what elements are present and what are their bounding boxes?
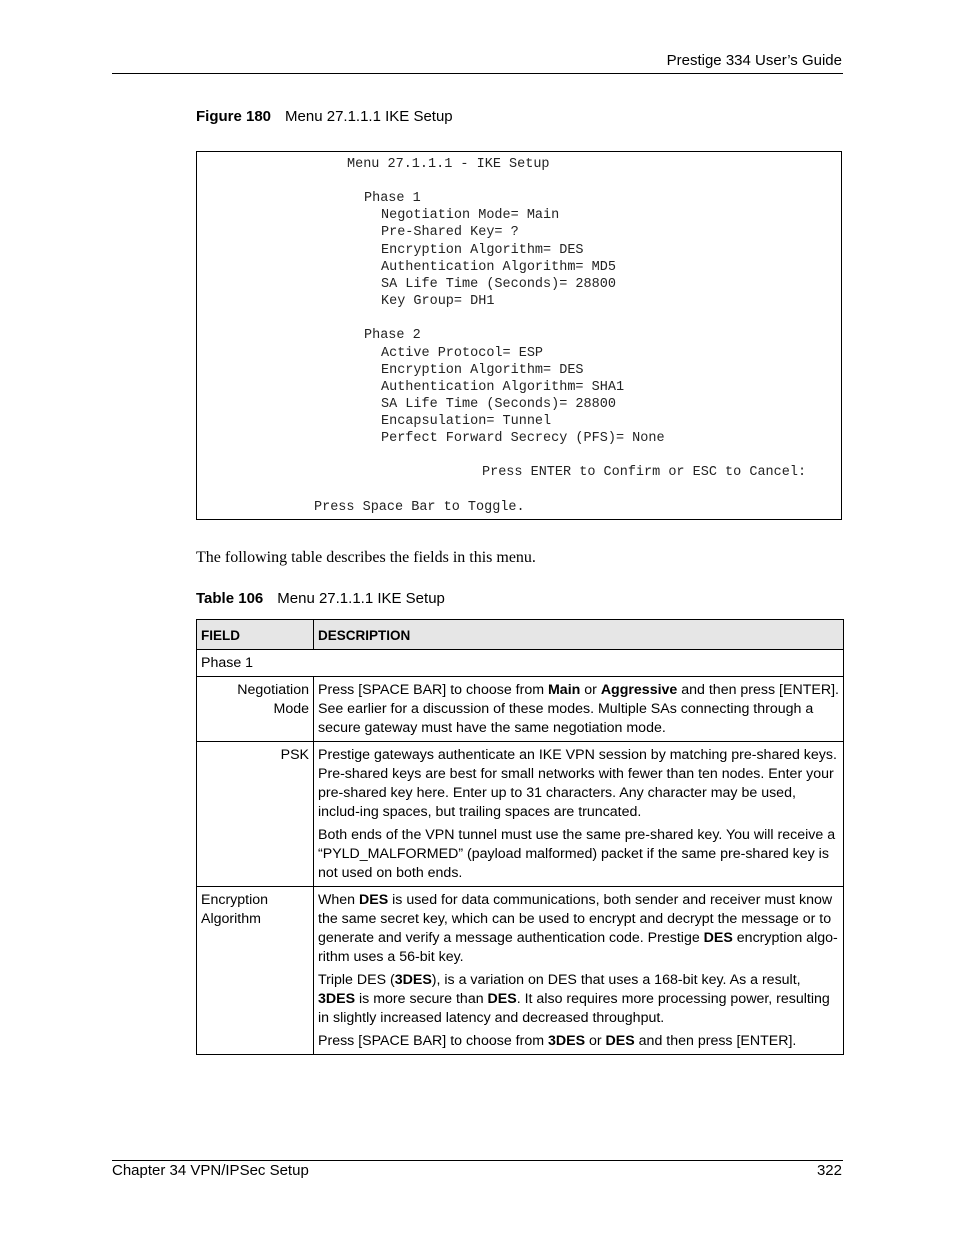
field-column-header: FIELD (197, 620, 314, 650)
authentication-algorithm-line-2: Authentication Algorithm= SHA1 (381, 380, 625, 395)
table-header-row (197, 620, 844, 650)
description-paragraph: When DES is used for data communications, both sender and receiver must know the same secret key, which can be used to encrypt and decrypt the message or to generate and verify a message authentication code. Prestige DES encryption algo-rithm uses a 56-bit key. (318, 892, 838, 965)
field-name-line: Algorithm (201, 911, 261, 927)
running-header: Prestige 334 User’s Guide (666, 52, 842, 69)
description-paragraph: Prestige gateways authenticate an IKE VPN session by matching pre-shared keys. Pre-shared keys are best for small networks with fewer than ten nodes. Enter your pre-shared key here. Enter up to 31 characters. Any character may be used, includ-ing spaces, but trailing spaces are truncated. (318, 747, 837, 820)
description-column-header: DESCRIPTION (314, 620, 844, 650)
figure-title: Menu 27.1.1.1 IKE Setup (285, 108, 453, 125)
description-paragraph: Triple DES (3DES), is a variation on DES that uses a 168-bit key. As a result, 3DES is more secure than DES. It also requires more processing power, resulting in slightly increased latency and decreased throughput. (318, 972, 830, 1026)
description-paragraph: Both ends of the VPN tunnel must use the same pre-shared key. You will receive a “PYLD_MALFORMED” (payload malformed) packet if the same pre-shared key is not used on both ends. (318, 827, 836, 881)
field-name-line: Encryption (201, 892, 269, 908)
confirm-prompt: Press ENTER to Confirm or ESC to Cancel: (482, 465, 807, 480)
figure-caption (196, 108, 453, 125)
encapsulation-line: Encapsulation= Tunnel (381, 414, 552, 429)
page-number: 322 (816, 1162, 842, 1179)
field-description (314, 742, 844, 887)
toggle-hint: Press Space Bar to Toggle. (314, 500, 525, 515)
encryption-algorithm-line-2: Encryption Algorithm= DES (381, 363, 584, 378)
intro-paragraph: The following table describes the fields in this menu. (196, 549, 536, 566)
encryption-algorithm-line: Encryption Algorithm= DES (381, 243, 584, 258)
field-name-line: Mode (273, 701, 309, 717)
pre-shared-key-line: Pre-Shared Key= ? (381, 225, 519, 240)
table-row (197, 742, 844, 887)
key-group-line: Key Group= DH1 (381, 294, 495, 309)
terminal-screen (196, 151, 842, 520)
figure-label: Figure 180 (196, 108, 272, 125)
section-row (197, 650, 844, 677)
phase1-heading: Phase 1 (364, 191, 421, 206)
header-rule (112, 73, 843, 74)
field-description (314, 887, 844, 1055)
negotiation-mode-line: Negotiation Mode= Main (381, 208, 560, 223)
description-paragraph: Press [SPACE BAR] to choose from Main or Aggressive and then press [ENTER]. See earlier for a discussion of these modes. Multiple SAs connecting through a secure gateway must have the same negotiation mode. (318, 682, 839, 736)
field-name (197, 887, 314, 1055)
field-name (197, 677, 314, 742)
footer-chapter: Chapter 34 VPN/IPSec Setup (112, 1162, 309, 1179)
field-name-line: Negotiation (237, 682, 309, 698)
field-description-table (196, 619, 844, 1055)
pfs-line: Perfect Forward Secrecy (PFS)= None (381, 431, 665, 446)
field-description (314, 677, 844, 742)
table-label: Table 106 (196, 590, 264, 607)
authentication-algorithm-line: Authentication Algorithm= MD5 (381, 260, 616, 275)
menu-title-line: Menu 27.1.1.1 - IKE Setup (347, 157, 550, 172)
table-row (197, 887, 844, 1055)
phase2-heading: Phase 2 (364, 328, 421, 343)
table-row (197, 677, 844, 742)
section-label: Phase 1 (197, 650, 844, 677)
description-paragraph: Press [SPACE BAR] to choose from 3DES or DES and then press [ENTER]. (318, 1033, 797, 1049)
active-protocol-line: Active Protocol= ESP (381, 346, 544, 361)
sa-life-time-line-2: SA Life Time (Seconds)= 28800 (381, 397, 616, 412)
table-title: Menu 27.1.1.1 IKE Setup (277, 590, 445, 607)
sa-life-time-line: SA Life Time (Seconds)= 28800 (381, 277, 616, 292)
footer-rule (112, 1160, 843, 1161)
table-caption (196, 590, 445, 607)
field-name: PSK (197, 742, 314, 887)
